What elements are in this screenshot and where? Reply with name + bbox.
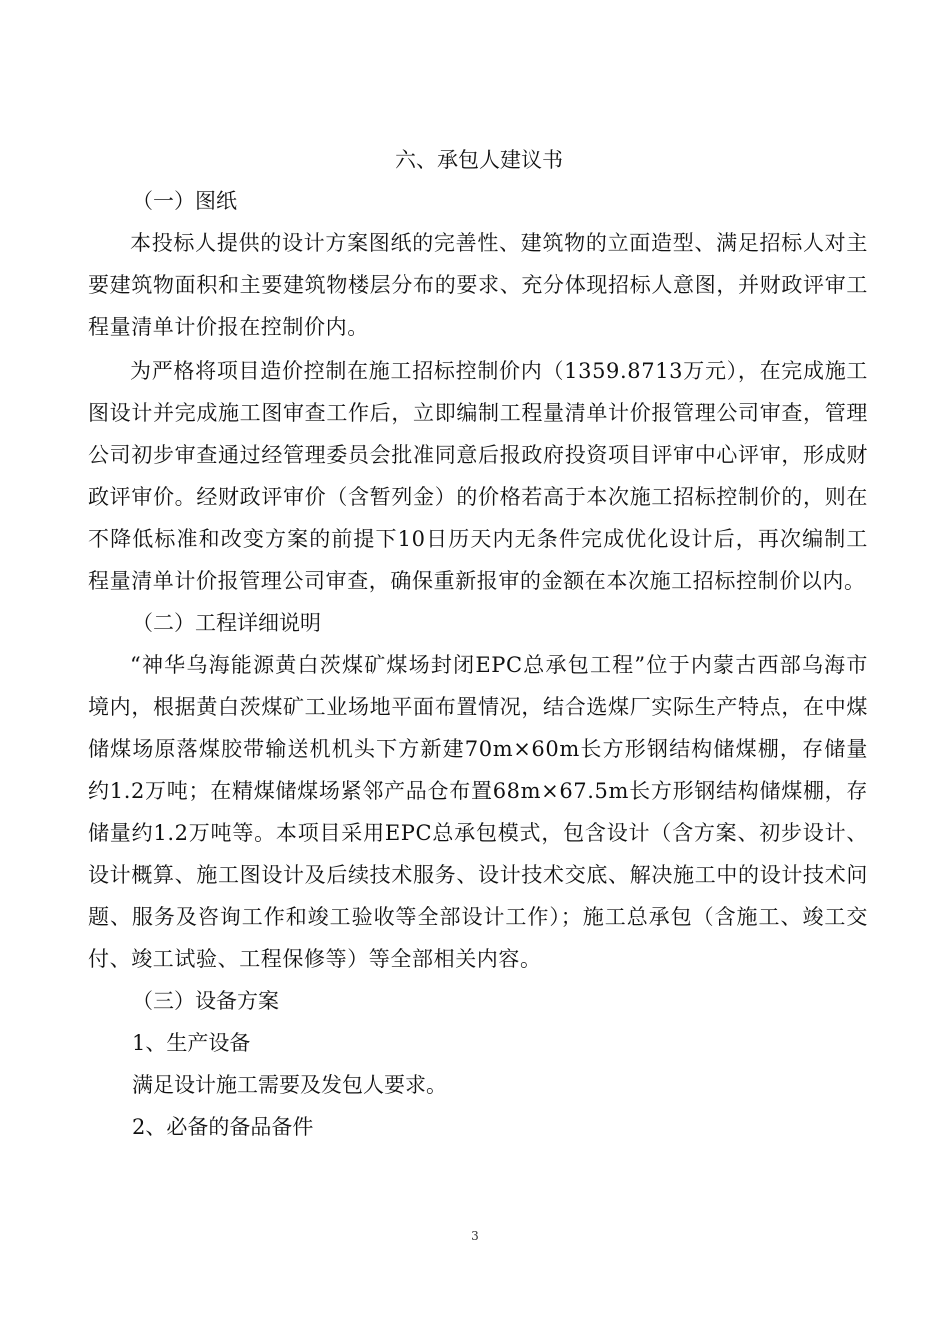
paragraph-project-details: “神华乌海能源黄白茨煤矿煤场封闭EPC总承包工程”位于内蒙古西部乌海市境内，根据黄白茨煤矿工业场地平面布置情况，结合选煤厂实际生产特点，在中煤储煤场原落煤胶带输送机机头下方新建70m×60m长方形钢结构储煤棚，存储量约1.2万吨；在精煤储煤场紧邻产品仓布置68m×67.5m长方形钢结构储煤棚，存储量约1.2万吨等。本项目采用EPC总承包模式，包含设计（含方案、初步设计、设计概算、施工图设计及后续技术服务、设计技术交底、解决施工中的设计技术问题、服务及咨询工作和竣工验收等全部设计工作）；施工总承包（含施工、竣工交付、竣工试验、工程保修等）等全部相关内容。 — [88, 653, 868, 971]
document-body — [88, 140, 868, 1148]
item-heading-production-equipment: 1、生产设备 — [132, 1031, 251, 1055]
page-number: 3 — [471, 1229, 479, 1243]
item-text-production-equipment: 满足设计施工需要及发包人要求。 — [132, 1073, 447, 1097]
section-heading-drawings: （一）图纸 — [132, 189, 237, 213]
paragraph-drawings-2: 为严格将项目造价控制在施工招标控制价内（1359.8713万元），在完成施工图设计并完成施工图审查工作后，立即编制工程量清单计价报管理公司审查，管理公司初步审查通过经管理委员会批准同意后报政府投资项目评审中心评审，形成财政评审价。经财政评审价（含暂列金）的价格若高于本次施工招标控制价的，则在不降低标准和改变方案的前提下10日历天内无条件完成优化设计后，再次编制工程量清单计价报管理公司审查，确保重新报审的金额在本次施工招标控制价以内。 — [88, 359, 868, 593]
page-title: 六、承包人建议书 — [395, 148, 563, 172]
section-heading-project-details: （二）工程详细说明 — [132, 611, 321, 635]
paragraph-drawings-1: 本投标人提供的设计方案图纸的完善性、建筑物的立面造型、满足招标人对主要建筑物面积和主要建筑物楼层分布的要求、充分体现招标人意图，并财政评审工程量清单计价报在控制价内。 — [88, 231, 868, 339]
item-heading-spare-parts: 2、必备的备品备件 — [132, 1115, 314, 1139]
section-heading-equipment-plan: （三）设备方案 — [132, 989, 279, 1013]
